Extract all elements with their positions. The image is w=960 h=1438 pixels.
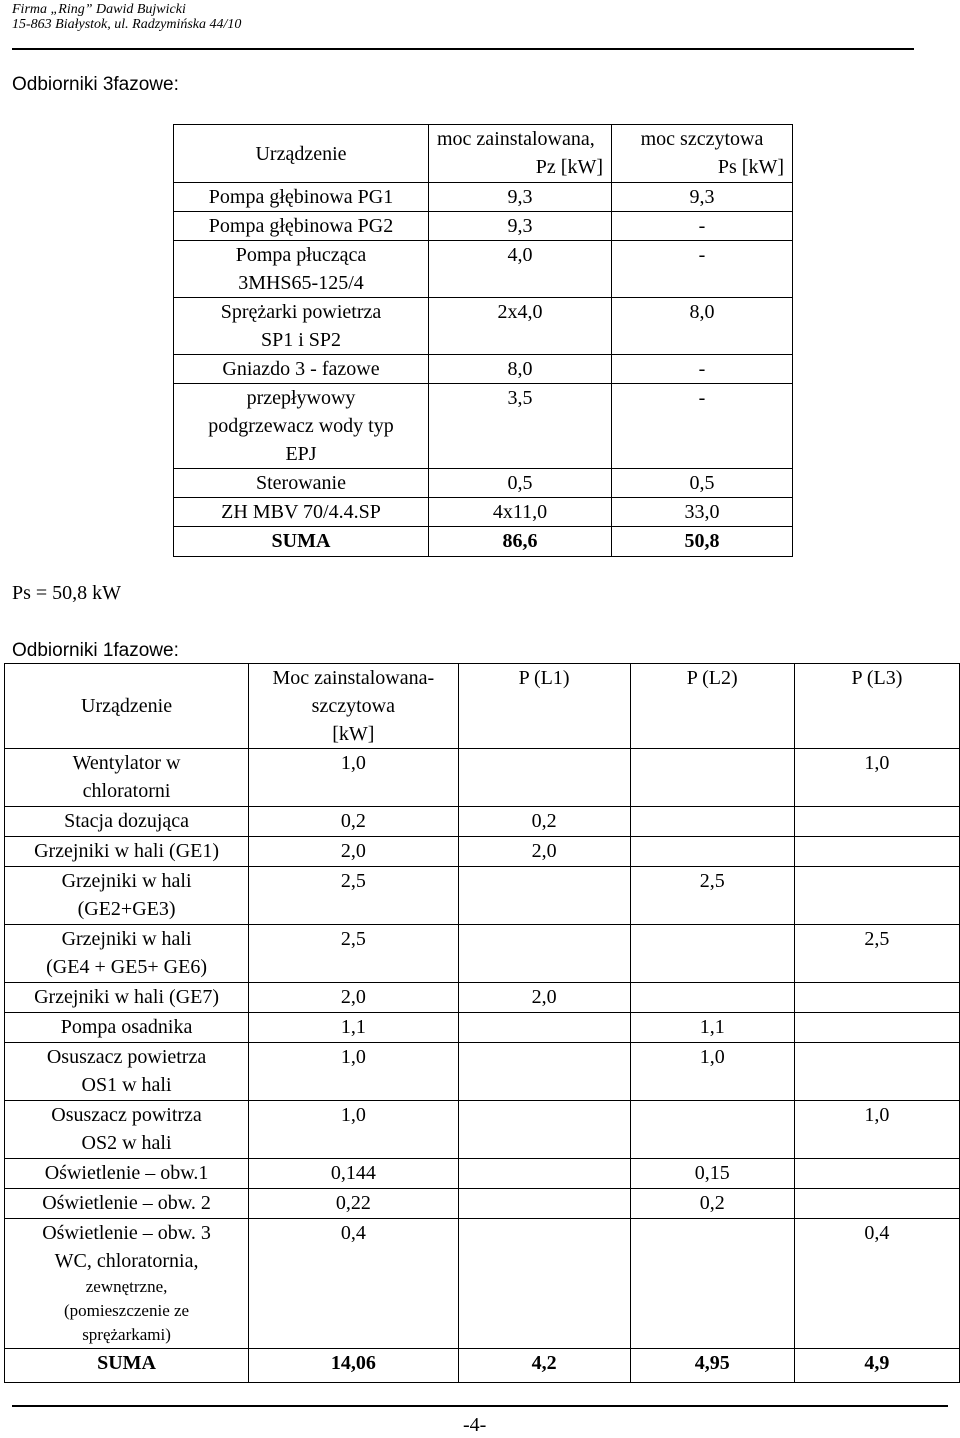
- device-line: Wentylator w: [72, 752, 181, 774]
- device-cell: [5, 867, 249, 925]
- l3-cell: [794, 983, 959, 1013]
- l3-cell: [794, 1189, 959, 1219]
- ps-cell: 8,0: [612, 298, 793, 355]
- device-cell: [5, 807, 249, 837]
- device-cell: [5, 1101, 249, 1159]
- device-line: zewnętrzne,: [85, 1277, 168, 1296]
- power-cell: 0,22: [249, 1189, 458, 1219]
- device-line: OS1 w hali: [81, 1074, 172, 1096]
- power-cell: 1,0: [249, 749, 458, 807]
- ps-cell: -: [612, 241, 793, 298]
- l3-cell: [794, 837, 959, 867]
- three-phase-table: [173, 124, 793, 557]
- l1-cell: 2,0: [458, 983, 630, 1013]
- l1-cell: [458, 867, 630, 925]
- ps-total: Ps = 50,8 kW: [12, 582, 122, 604]
- device-line: ZH MBV 70/4.4.SP: [221, 501, 381, 523]
- power-cell: 2,0: [249, 983, 458, 1013]
- table-row: [5, 749, 960, 807]
- device-line: Grzejniki w hali: [61, 928, 192, 950]
- device-line: przepływowy: [246, 387, 356, 409]
- power-cell: 0,4: [249, 1219, 458, 1349]
- ps-cell: -: [612, 355, 793, 384]
- sum-pz: 86,6: [429, 527, 612, 557]
- table-row: [174, 212, 793, 241]
- l2-cell: [630, 1219, 794, 1349]
- device-line: Osuszacz powitrza: [51, 1104, 202, 1126]
- device-cell: [5, 1159, 249, 1189]
- power-cell: 2,5: [249, 867, 458, 925]
- l2-cell: [630, 1101, 794, 1159]
- table-row: [5, 1101, 960, 1159]
- company-address: 15-863 Białystok, ul. Radzymińska 44/10: [12, 17, 242, 32]
- power-cell: 1,0: [249, 1043, 458, 1101]
- pz-cell: 3,5: [429, 384, 612, 469]
- device-line: Oświetlenie – obw. 3: [42, 1222, 211, 1244]
- sum-l2: 4,95: [630, 1349, 794, 1383]
- table-row: [5, 867, 960, 925]
- l3-cell: [794, 1013, 959, 1043]
- header-ps: [612, 125, 793, 183]
- table-row: [5, 807, 960, 837]
- device-cell: [174, 498, 429, 527]
- table-row: [174, 241, 793, 298]
- ps-cell: -: [612, 384, 793, 469]
- table-header-row: [174, 125, 793, 183]
- table-row: [5, 837, 960, 867]
- l3-cell: [794, 807, 959, 837]
- sum-l1: 4,2: [458, 1349, 630, 1383]
- l3-cell: [794, 1043, 959, 1101]
- device-line: podgrzewacz wody typ: [208, 415, 394, 437]
- table-row: [174, 355, 793, 384]
- l2-cell: [630, 749, 794, 807]
- header-power-line2: szczytowa: [311, 695, 395, 717]
- device-cell: [174, 469, 429, 498]
- ps-cell: 0,5: [612, 469, 793, 498]
- table-row: [174, 498, 793, 527]
- table-row: [5, 1219, 960, 1349]
- device-cell: [174, 355, 429, 384]
- device-cell: [5, 1043, 249, 1101]
- device-line: Stacja dozująca: [64, 810, 190, 832]
- sum-row: [5, 1349, 960, 1383]
- l2-cell: 0,15: [630, 1159, 794, 1189]
- pz-cell: 9,3: [429, 183, 612, 212]
- l3-cell: 0,4: [794, 1219, 959, 1349]
- one-phase-table: [4, 663, 960, 1383]
- table-row: [174, 183, 793, 212]
- device-line: (pomieszczenie ze: [64, 1301, 190, 1320]
- l3-cell: [794, 1159, 959, 1189]
- header-pz: [429, 125, 612, 183]
- table-row: [5, 1189, 960, 1219]
- device-line: Oświetlenie – obw.1: [44, 1162, 209, 1184]
- l2-cell: [630, 807, 794, 837]
- header-pz-line1: moc zainstalowana,: [437, 128, 595, 150]
- pz-cell: 9,3: [429, 212, 612, 241]
- power-cell: 1,1: [249, 1013, 458, 1043]
- header-device: Urządzenie: [174, 125, 429, 183]
- header-l3: P (L3): [794, 664, 959, 749]
- sum-ps: 50,8: [612, 527, 793, 557]
- device-line: 3MHS65-125/4: [238, 272, 364, 294]
- company-name: Firma „Ring” Dawid Bujwicki: [12, 2, 186, 17]
- table-row: [5, 1159, 960, 1189]
- device-line: sprężarkami): [82, 1325, 171, 1344]
- device-line: Sprężarki powietrza: [220, 301, 382, 323]
- page-number: -4-: [463, 1414, 487, 1436]
- l1-cell: [458, 749, 630, 807]
- header-device: Urządzenie: [5, 664, 249, 749]
- footer-rule: [12, 1405, 948, 1407]
- table-row: [174, 384, 793, 469]
- section-1phase-title: Odbiorniki 1fazowe:: [12, 640, 179, 661]
- device-cell: [5, 1013, 249, 1043]
- device-line: Pompa płucząca: [235, 244, 367, 266]
- table-row: [174, 469, 793, 498]
- device-cell: [174, 298, 429, 355]
- device-cell: [174, 212, 429, 241]
- l3-cell: 1,0: [794, 749, 959, 807]
- power-cell: 2,0: [249, 837, 458, 867]
- l1-cell: [458, 1189, 630, 1219]
- table-row: [5, 925, 960, 983]
- l3-cell: [794, 867, 959, 925]
- sum-l3: 4,9: [794, 1349, 959, 1383]
- l1-cell: 0,2: [458, 807, 630, 837]
- l3-cell: 1,0: [794, 1101, 959, 1159]
- device-line: Grzejniki w hali (GE7): [34, 986, 220, 1008]
- header-power-line3: [kW]: [332, 723, 375, 745]
- device-line: (GE2+GE3): [77, 898, 176, 920]
- device-line: OS2 w hali: [81, 1132, 172, 1154]
- device-line: Pompa głębinowa PG2: [208, 215, 394, 237]
- device-cell: [5, 925, 249, 983]
- device-line: Osuszacz powietrza: [46, 1046, 207, 1068]
- device-cell: [5, 749, 249, 807]
- device-line: chloratorni: [82, 780, 171, 802]
- device-line: (GE4 + GE5+ GE6): [46, 956, 207, 978]
- device-cell: [174, 384, 429, 469]
- table-row: [5, 1043, 960, 1101]
- pz-cell: 0,5: [429, 469, 612, 498]
- pz-cell: 8,0: [429, 355, 612, 384]
- l2-cell: 0,2: [630, 1189, 794, 1219]
- power-cell: 1,0: [249, 1101, 458, 1159]
- l1-cell: [458, 1013, 630, 1043]
- l1-cell: [458, 925, 630, 983]
- device-cell: [174, 183, 429, 212]
- l1-cell: [458, 1101, 630, 1159]
- power-cell: 0,2: [249, 807, 458, 837]
- header-power: [249, 664, 458, 749]
- header-ps-line1: moc szczytowa: [640, 128, 764, 150]
- device-line: WC, chloratornia,: [54, 1250, 199, 1272]
- device-cell: [5, 983, 249, 1013]
- device-cell: [5, 837, 249, 867]
- sum-power: 14,06: [249, 1349, 458, 1383]
- device-cell: [5, 1189, 249, 1219]
- device-line: Grzejniki w hali: [61, 870, 192, 892]
- ps-cell: 33,0: [612, 498, 793, 527]
- header-l1: P (L1): [458, 664, 630, 749]
- device-line: EPJ: [285, 443, 317, 465]
- l2-cell: 1,1: [630, 1013, 794, 1043]
- table-row: [174, 298, 793, 355]
- sum-row: [174, 527, 793, 557]
- l1-cell: [458, 1159, 630, 1189]
- l2-cell: 2,5: [630, 867, 794, 925]
- device-line: Pompa głębinowa PG1: [208, 186, 394, 208]
- ps-cell: 9,3: [612, 183, 793, 212]
- pz-cell: 4x11,0: [429, 498, 612, 527]
- l2-cell: 1,0: [630, 1043, 794, 1101]
- header-power-line1: Moc zainstalowana-: [272, 667, 435, 689]
- l2-cell: [630, 837, 794, 867]
- section-3phase-title: Odbiorniki 3fazowe:: [12, 74, 179, 95]
- device-line: Pompa osadnika: [60, 1016, 193, 1038]
- table-row: [5, 983, 960, 1013]
- device-line: SP1 i SP2: [260, 329, 342, 351]
- ps-cell: -: [612, 212, 793, 241]
- sum-label: SUMA: [174, 527, 429, 557]
- power-cell: 2,5: [249, 925, 458, 983]
- l2-cell: [630, 983, 794, 1013]
- header-rule: [12, 48, 914, 50]
- sum-label: SUMA: [5, 1349, 249, 1383]
- device-line: Oświetlenie – obw. 2: [42, 1192, 211, 1214]
- device-line: Grzejniki w hali (GE1): [34, 840, 220, 862]
- header-ps-line2: Ps [kW]: [717, 156, 784, 178]
- l2-cell: [630, 925, 794, 983]
- device-cell: [5, 1219, 249, 1349]
- header-l2: P (L2): [630, 664, 794, 749]
- pz-cell: 2x4,0: [429, 298, 612, 355]
- device-line: Gniazdo 3 - fazowe: [222, 358, 380, 380]
- table-row: [5, 1013, 960, 1043]
- device-cell: [174, 241, 429, 298]
- power-cell: 0,144: [249, 1159, 458, 1189]
- l3-cell: 2,5: [794, 925, 959, 983]
- header-pz-line2: Pz [kW]: [535, 156, 603, 178]
- l1-cell: 2,0: [458, 837, 630, 867]
- l1-cell: [458, 1043, 630, 1101]
- l1-cell: [458, 1219, 630, 1349]
- table-header-row: [5, 664, 960, 749]
- pz-cell: 4,0: [429, 241, 612, 298]
- device-line: Sterowanie: [256, 472, 346, 494]
